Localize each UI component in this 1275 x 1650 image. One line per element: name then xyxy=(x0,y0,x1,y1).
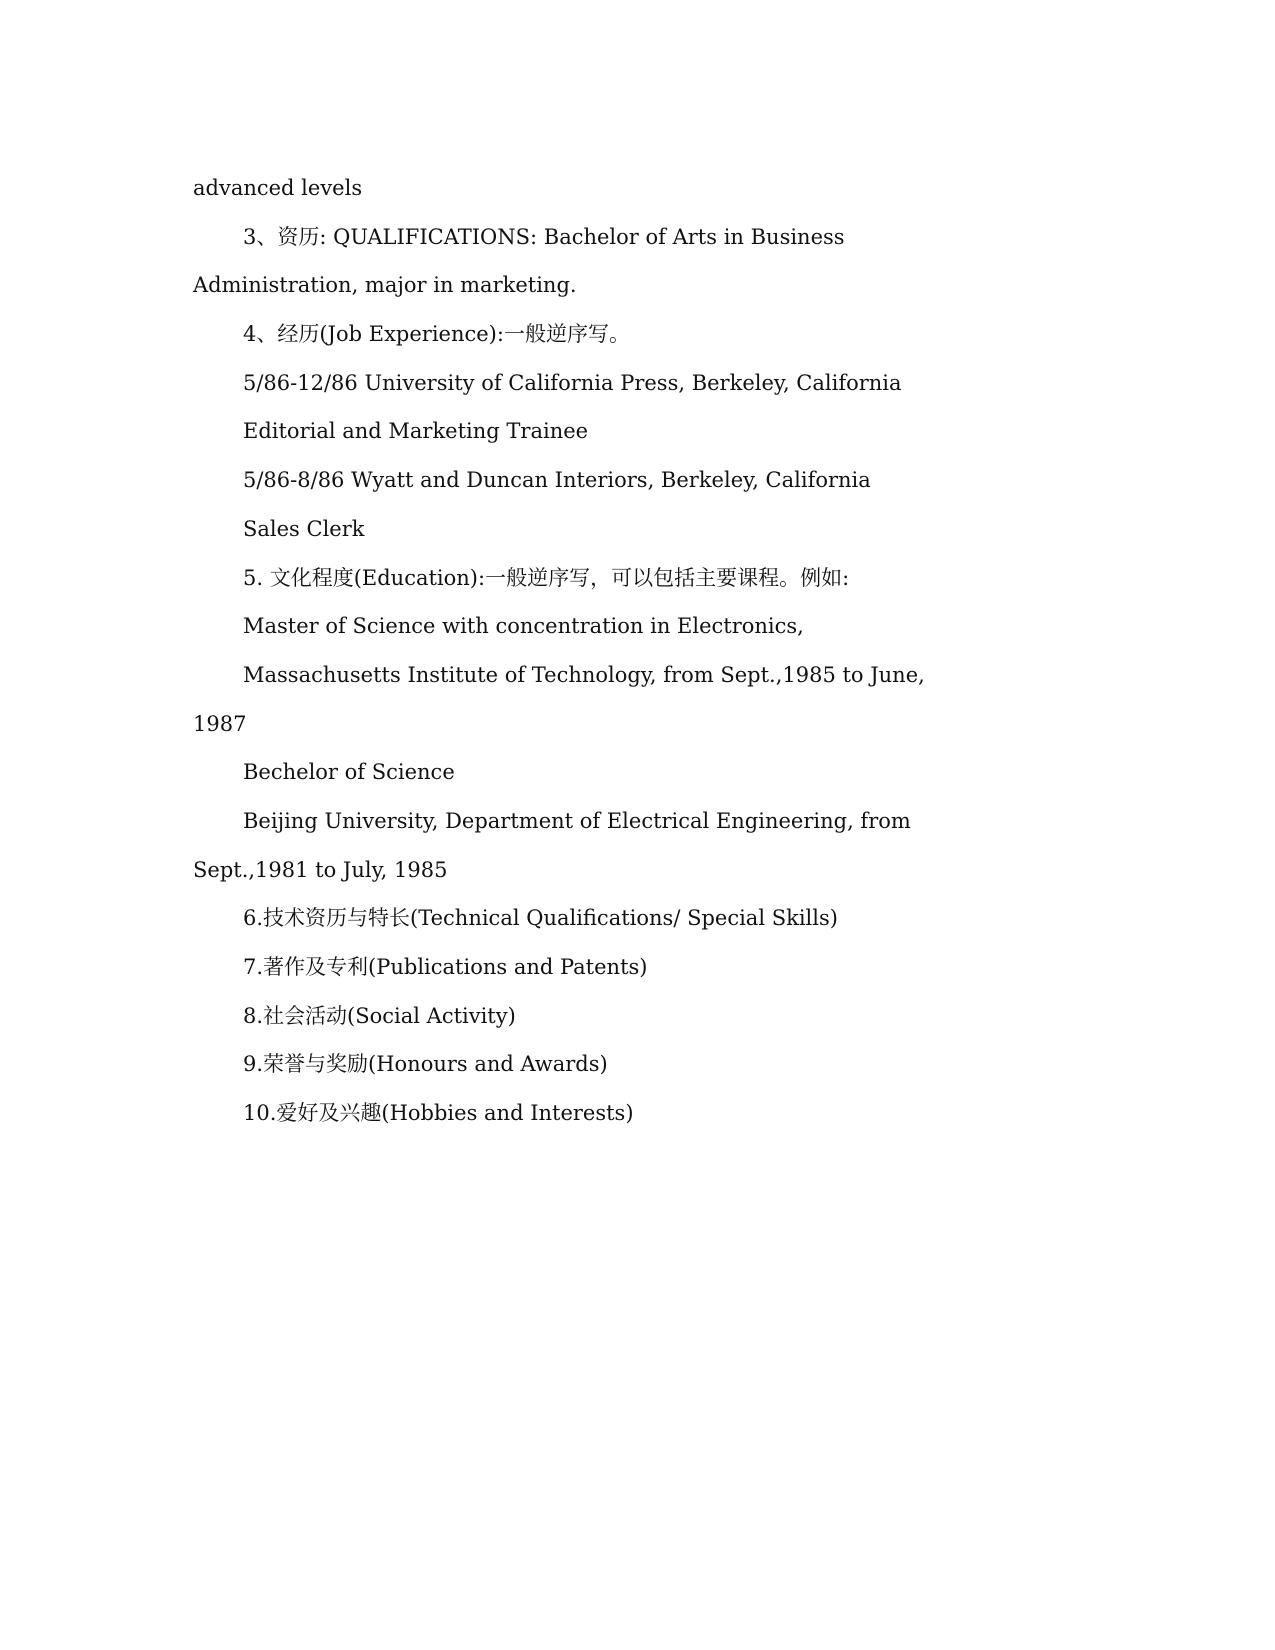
line-qualifications-cont: Administration, major in marketing. xyxy=(193,273,577,298)
line-job-1-title: Editorial and Marketing Trainee xyxy=(243,419,589,444)
line-social-activity: 8.社会活动(Social Activity) xyxy=(243,1003,516,1028)
line-education-degree-1: Master of Science with concentration in Electronics, xyxy=(243,614,804,639)
line-technical-qualifications: 6.技术资历与特长(Technical Qualifications/ Special Skills) xyxy=(243,906,838,931)
line-job-2: 5/86-8/86 Wyatt and Duncan Interiors, Berkeley, California xyxy=(243,468,871,493)
line-honours: 9.荣誉与奖励(Honours and Awards) xyxy=(243,1052,608,1077)
document-body xyxy=(193,166,1053,1140)
line-education-school-1: Massachusetts Institute of Technology, from Sept.,1985 to June, xyxy=(243,662,925,687)
line-publications: 7.著作及专利(Publications and Patents) xyxy=(243,955,648,979)
line-education-school-2: Beijing University, Department of Electrical Engineering, from xyxy=(243,808,911,833)
line-education-degree-2: Bechelor of Science xyxy=(243,760,455,785)
line-hobbies: 10.爱好及兴趣(Hobbies and Interests) xyxy=(243,1101,634,1126)
line-qualifications: 3、资历: QUALIFICATIONS: Bachelor of Arts in Business xyxy=(243,224,845,249)
line-job-1: 5/86-12/86 University of California Press, Berkeley, California xyxy=(243,370,902,395)
line-job-experience-heading: 4、经历(Job Experience):一般逆序写。 xyxy=(243,322,630,347)
line-job-2-title: Sales Clerk xyxy=(243,516,365,541)
line-education-school-2-cont: Sept.,1981 to July, 1985 xyxy=(193,857,448,882)
line-advanced-levels: advanced levels xyxy=(193,176,363,200)
line-education-school-1-cont: 1987 xyxy=(193,711,247,736)
line-education-heading: 5. 文化程度(Education):一般逆序写，可以包括主要课程。例如: xyxy=(243,565,850,590)
